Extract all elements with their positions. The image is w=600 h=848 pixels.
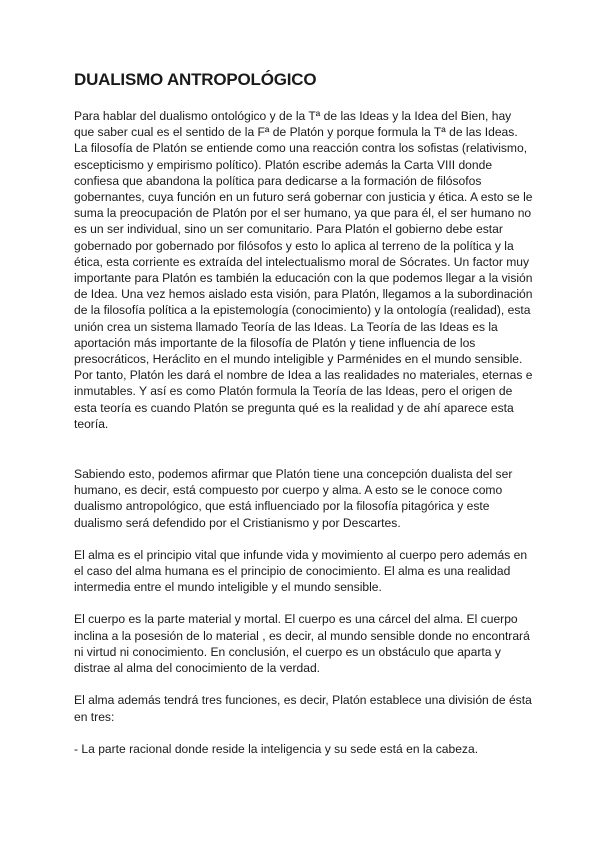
paragraph-spacer — [74, 531, 534, 547]
document-page — [74, 70, 534, 757]
paragraph-intro: Para hablar del dualismo ontológico y de la Tª de las Ideas y la Idea del Bien, hay que saber cual es el sentido de la Fª de Platón y porque formula la Tª de las Ideas. La filosofía de Platón se entiende como una reacción contra los sofistas (relativismo, escepticismo y empirismo político). Platón escribe además la Carta VIII donde confiesa que abandona la política para dedicarse a la formación de filósofos gobernantes, cuya función en un futuro será gobernar con justicia y ética. A esto se le suma la preocupación de Platón por el ser humano, ya que para él, el ser humano no es un ser individual, sino un ser comunitario. Para Platón el gobierno debe estar gobernado por gobernado por filósofos y esto lo aplica al terreno de la política y la ética, esta corriente es extraída del intelectualismo moral de Sócrates. Un factor muy importante para Platón es también la educación con la que podemos llegar a la visión de Idea. Una vez hemos aislado esta visión, para Platón, llegamos a la subordinación de la filosofía política a la epistemología (conocimiento) y la ontología (realidad), esta unión crea un sistema llamado Teoría de las Ideas. La Teoría de las Ideas es la aportación más importante de la filosofía de Platón y tiene influencia de los presocráticos, Heráclito en el mundo inteligible y Parménides en el mundo sensible. Por tanto, Platón les dará el nombre de Idea a las realidades no materiales, eternas e inmutables. Y así es como Platón formula la Teoría de las Ideas, pero el origen de esta teoría es cuando Platón se pregunta qué es la realidad y de ahí aparece esta teoría. — [74, 109, 533, 431]
paragraph-soul-functions: El alma además tendrá tres funciones, es decir, Platón establece una división de ésta en tres: — [74, 693, 532, 724]
paragraph-body: El cuerpo es la parte material y mortal. El cuerpo es una cárcel del alma. El cuerpo inclina a la posesión de lo material , es decir, al mundo sensible donde no encontrará ni virtud ni conocimiento. En conclusión, el cuerpo es un obstáculo que aparta y distrae al alma del conocimiento de la verdad. — [74, 612, 530, 676]
paragraph-spacer — [74, 725, 534, 741]
paragraph-spacer — [74, 676, 534, 692]
document-title: DUALISMO ANTROPOLÓGICO — [74, 70, 317, 89]
paragraph-soul: El alma es el principio vital que infunde vida y movimiento al cuerpo pero además en el caso del alma humana es el principio de conocimiento. El alma es una realidad intermedia entre el mundo inteligible y el mundo sensible. — [74, 547, 528, 595]
paragraph-spacer — [74, 595, 534, 611]
paragraph-dualism: Sabiendo esto, podemos afirmar que Platón tiene una concepción dualista del ser humano, es decir, está compuesto por cuerpo y alma. A esto se le conoce como dualismo antropológico, que está influenciado por la filosofía pitagórica y este dualismo será defendido por el Cristianismo y por Descartes. — [74, 467, 513, 530]
paragraph-spacer — [74, 432, 534, 466]
list-item-rational-part: - La parte racional donde reside la inteligencia y su sede está en la cabeza. — [74, 741, 479, 756]
